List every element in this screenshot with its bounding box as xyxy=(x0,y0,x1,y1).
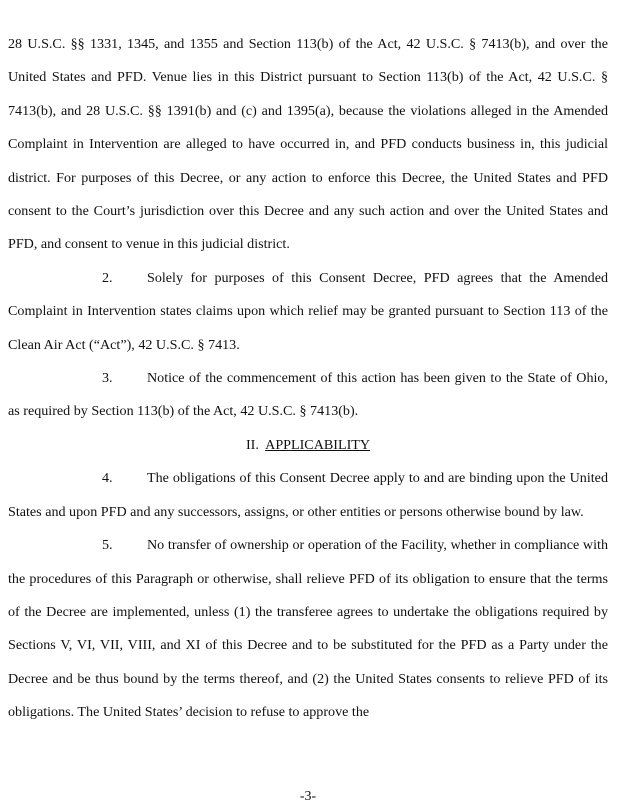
paragraph-text: No transfer of ownership or operation of the Facility, whether in compliance with the procedures of this Paragraph or otherwise, shall relieve PFD of its obligation to ensure that the terms of the Decree are implemented, unless (1) the transferee agrees to undertake the obligations required by Sections V, VI, VII, VIII, and XI of this Decree and to be substituted for the PFD as a Party under the Decree and be thus bound by the terms thereof, and (2) the United States consents to relieve PFD of its obligations. The United States’ decision to refuse to approve the xyxy=(8,537,608,721)
paragraph-4 xyxy=(8,462,608,529)
paragraph-number: 3. xyxy=(102,370,113,387)
paragraph-text: Solely for purposes of this Consent Decree, PFD agrees that the Amended Complaint in Intervention states claims upon which relief may be granted pursuant to Section 113 of the Clean Air Act (“Act”), 42 U.S.C. § 7413. xyxy=(8,269,608,353)
section-numeral: II. xyxy=(245,436,259,453)
section-title: APPLICABILITY xyxy=(265,436,371,453)
paragraph-5 xyxy=(8,529,608,729)
paragraph-number: 5. xyxy=(102,537,113,554)
page-number: -3- xyxy=(299,789,317,804)
paragraph-text: The obligations of this Consent Decree apply to and are binding upon the United States and upon PFD and any successors, assigns, or other entities or persons otherwise bound by law. xyxy=(8,470,608,520)
paragraph-3 xyxy=(8,362,608,429)
paragraph-2 xyxy=(8,262,608,362)
paragraph-number: 2. xyxy=(102,269,113,286)
paragraph-number: 4. xyxy=(102,470,113,487)
paragraph-text: Notice of the commencement of this action has been given to the State of Ohio, as required by Section 113(b) of the Act, 42 U.S.C. § 7413(b). xyxy=(8,370,608,420)
section-heading xyxy=(8,429,608,462)
paragraph-1-continuation: 28 U.S.C. §§ 1331, 1345, and 1355 and Section 113(b) of the Act, 42 U.S.C. § 7413(b), and over the United States and PFD. Venue lies in this District pursuant to Section 113(b) of the Act, 42 U.S.C. § 7413(b), and 28 U.S.C. §§ 1391(b) and (c) and 1395(a), because the violations alleged in the Amended Complaint in Intervention are alleged to have occurred in, and PFD conducts business in, this judicial district. For purposes of this Decree, or any action to enforce this Decree, the United States and PFD consent to the Court’s jurisdiction over this Decree and any such action and over the United States and PFD, and consent to venue in this judicial district. xyxy=(8,36,608,253)
document-page xyxy=(8,0,608,730)
